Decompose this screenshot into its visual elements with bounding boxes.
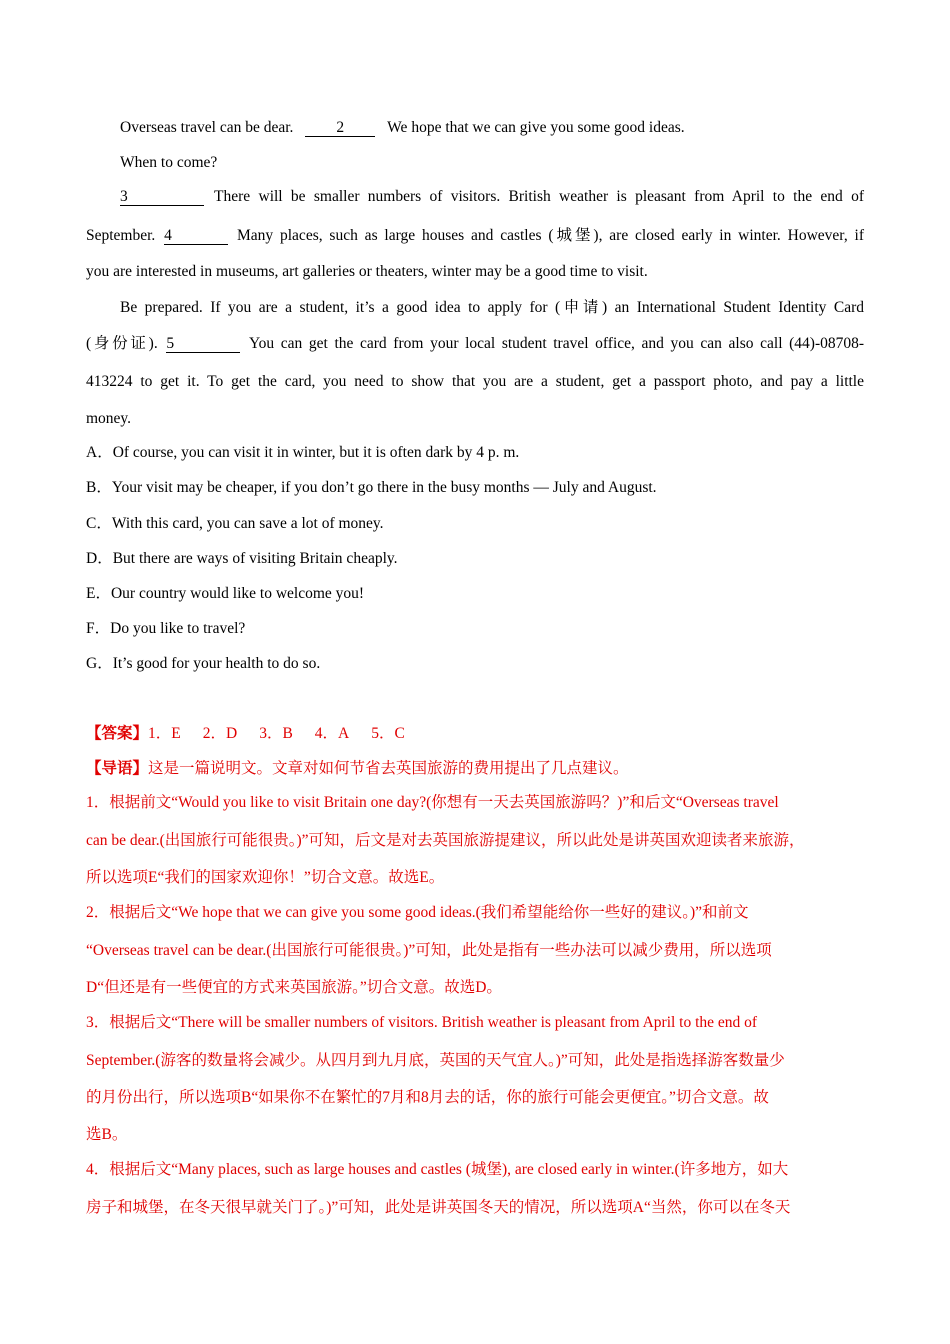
explanation-line: D“但还是有一些便宜的方式来英国旅游。”切合文意。故选D。 [86, 979, 502, 996]
explanation-line: 房子和城堡，在冬天很早就关门了。)”可知，此处是讲英国冬天的情况，所以选项A“当然，你可以在冬天 [86, 1199, 791, 1216]
explanation-line: “Overseas travel can be dear.(出国旅行可能很贵。)”可知，此处是指有一些办法可以减少费用，所以选项 [86, 942, 772, 959]
explanation-line: 1．根据前文“Would you like to visit Britain one day?(你想有一天去英国旅游吗？)”和后文“Overseas travel [86, 794, 779, 811]
answer-item: 1．E [148, 725, 181, 742]
passage-text: (身份证). [86, 335, 158, 352]
answer-item: 3．B [259, 725, 293, 742]
answer-item: 2．D [202, 725, 238, 742]
option-d: D．But there are ways of visiting Britain cheaply. [86, 550, 398, 567]
passage-line [86, 226, 864, 246]
explanation-line: 3．根据后文“There will be smaller numbers of visitors. British weather is pleasant from April to the end of [86, 1014, 758, 1031]
passage-line: 413224 to get it. To get the card, you need to show that you are a student, get a passport photo, and pay a little [86, 373, 864, 390]
explanation-line: 2．根据后文“We hope that we can give you some good ideas.(我们希望能给你一些好的建议。)”和前文 [86, 904, 749, 921]
explanation-line: can be dear.(出国旅行可能很贵。)”可知，后文是对去英国旅游提建议，所以此处是讲英国欢迎读者来旅游， [86, 832, 805, 849]
passage-line: Be prepared. If you are a student, it’s a good idea to apply for (申请) an International Student Identity Card [120, 299, 864, 316]
passage-line [120, 187, 864, 207]
passage-text: You can get the card from your local student travel office, and you can also call (44)-08708- [248, 335, 865, 352]
option-b: B．Your visit may be cheaper, if you don’t go there in the busy months — July and August. [86, 479, 657, 496]
blank-3: 3 [120, 188, 204, 206]
guide-line [86, 759, 864, 779]
passage-line: money. [86, 410, 132, 427]
passage-text: Many places, such as large houses and castles (城堡), are closed early in winter. However, if [237, 227, 865, 244]
explanation-line: 选B。 [86, 1126, 128, 1143]
passage-text: September. [86, 227, 156, 244]
option-g: G．It’s good for your health to do so. [86, 655, 321, 672]
explanation-line: 4．根据后文“Many places, such as large houses and castles (城堡), are closed early in winter.(许多地方，如大 [86, 1161, 789, 1178]
passage-line: you are interested in museums, art galleries or theaters, winter may be a good time to visit. [86, 263, 648, 280]
passage-line [86, 334, 864, 354]
passage-text: Overseas travel can be dear. [120, 119, 294, 136]
blank-5: 5 [166, 335, 240, 353]
passage-text: We hope that we can give you some good ideas. [387, 119, 685, 136]
answer-item: 4．A [314, 725, 350, 742]
explanation-line: September.(游客的数量将会减少。从四月到九月底，英国的天气宜人。)”可知，此处是指选择游客数量少 [86, 1052, 785, 1069]
blank-2: 2 [305, 119, 375, 137]
guide-label: 【导语】 [86, 760, 149, 777]
guide-text: 这是一篇说明文。文章对如何节省去英国旅游的费用提出了几点建议。 [148, 760, 629, 777]
blank-4: 4 [164, 227, 228, 245]
section-heading-when: When to come? [120, 154, 218, 171]
option-e: E．Our country would like to welcome you! [86, 585, 365, 602]
answer-item: 5．C [371, 725, 405, 742]
passage-line [120, 118, 864, 138]
passage-text: There will be smaller numbers of visitors. British weather is pleasant from April to the end of [214, 188, 864, 205]
answer-line [86, 724, 864, 744]
option-a: A．Of course, you can visit it in winter, but it is often dark by 4 p. m. [86, 444, 520, 461]
option-f: F．Do you like to travel? [86, 620, 246, 637]
option-c: C．With this card, you can save a lot of money. [86, 515, 384, 532]
explanation-line: 的月份出行，所以选项B“如果你不在繁忙的7月和8月去的话，你的旅行可能会更便宜。”切合文意。故 [86, 1089, 769, 1106]
explanation-line: 所以选项E“我们的国家欢迎你！”切合文意。故选E。 [86, 869, 445, 886]
answer-label: 【答案】 [86, 725, 149, 742]
